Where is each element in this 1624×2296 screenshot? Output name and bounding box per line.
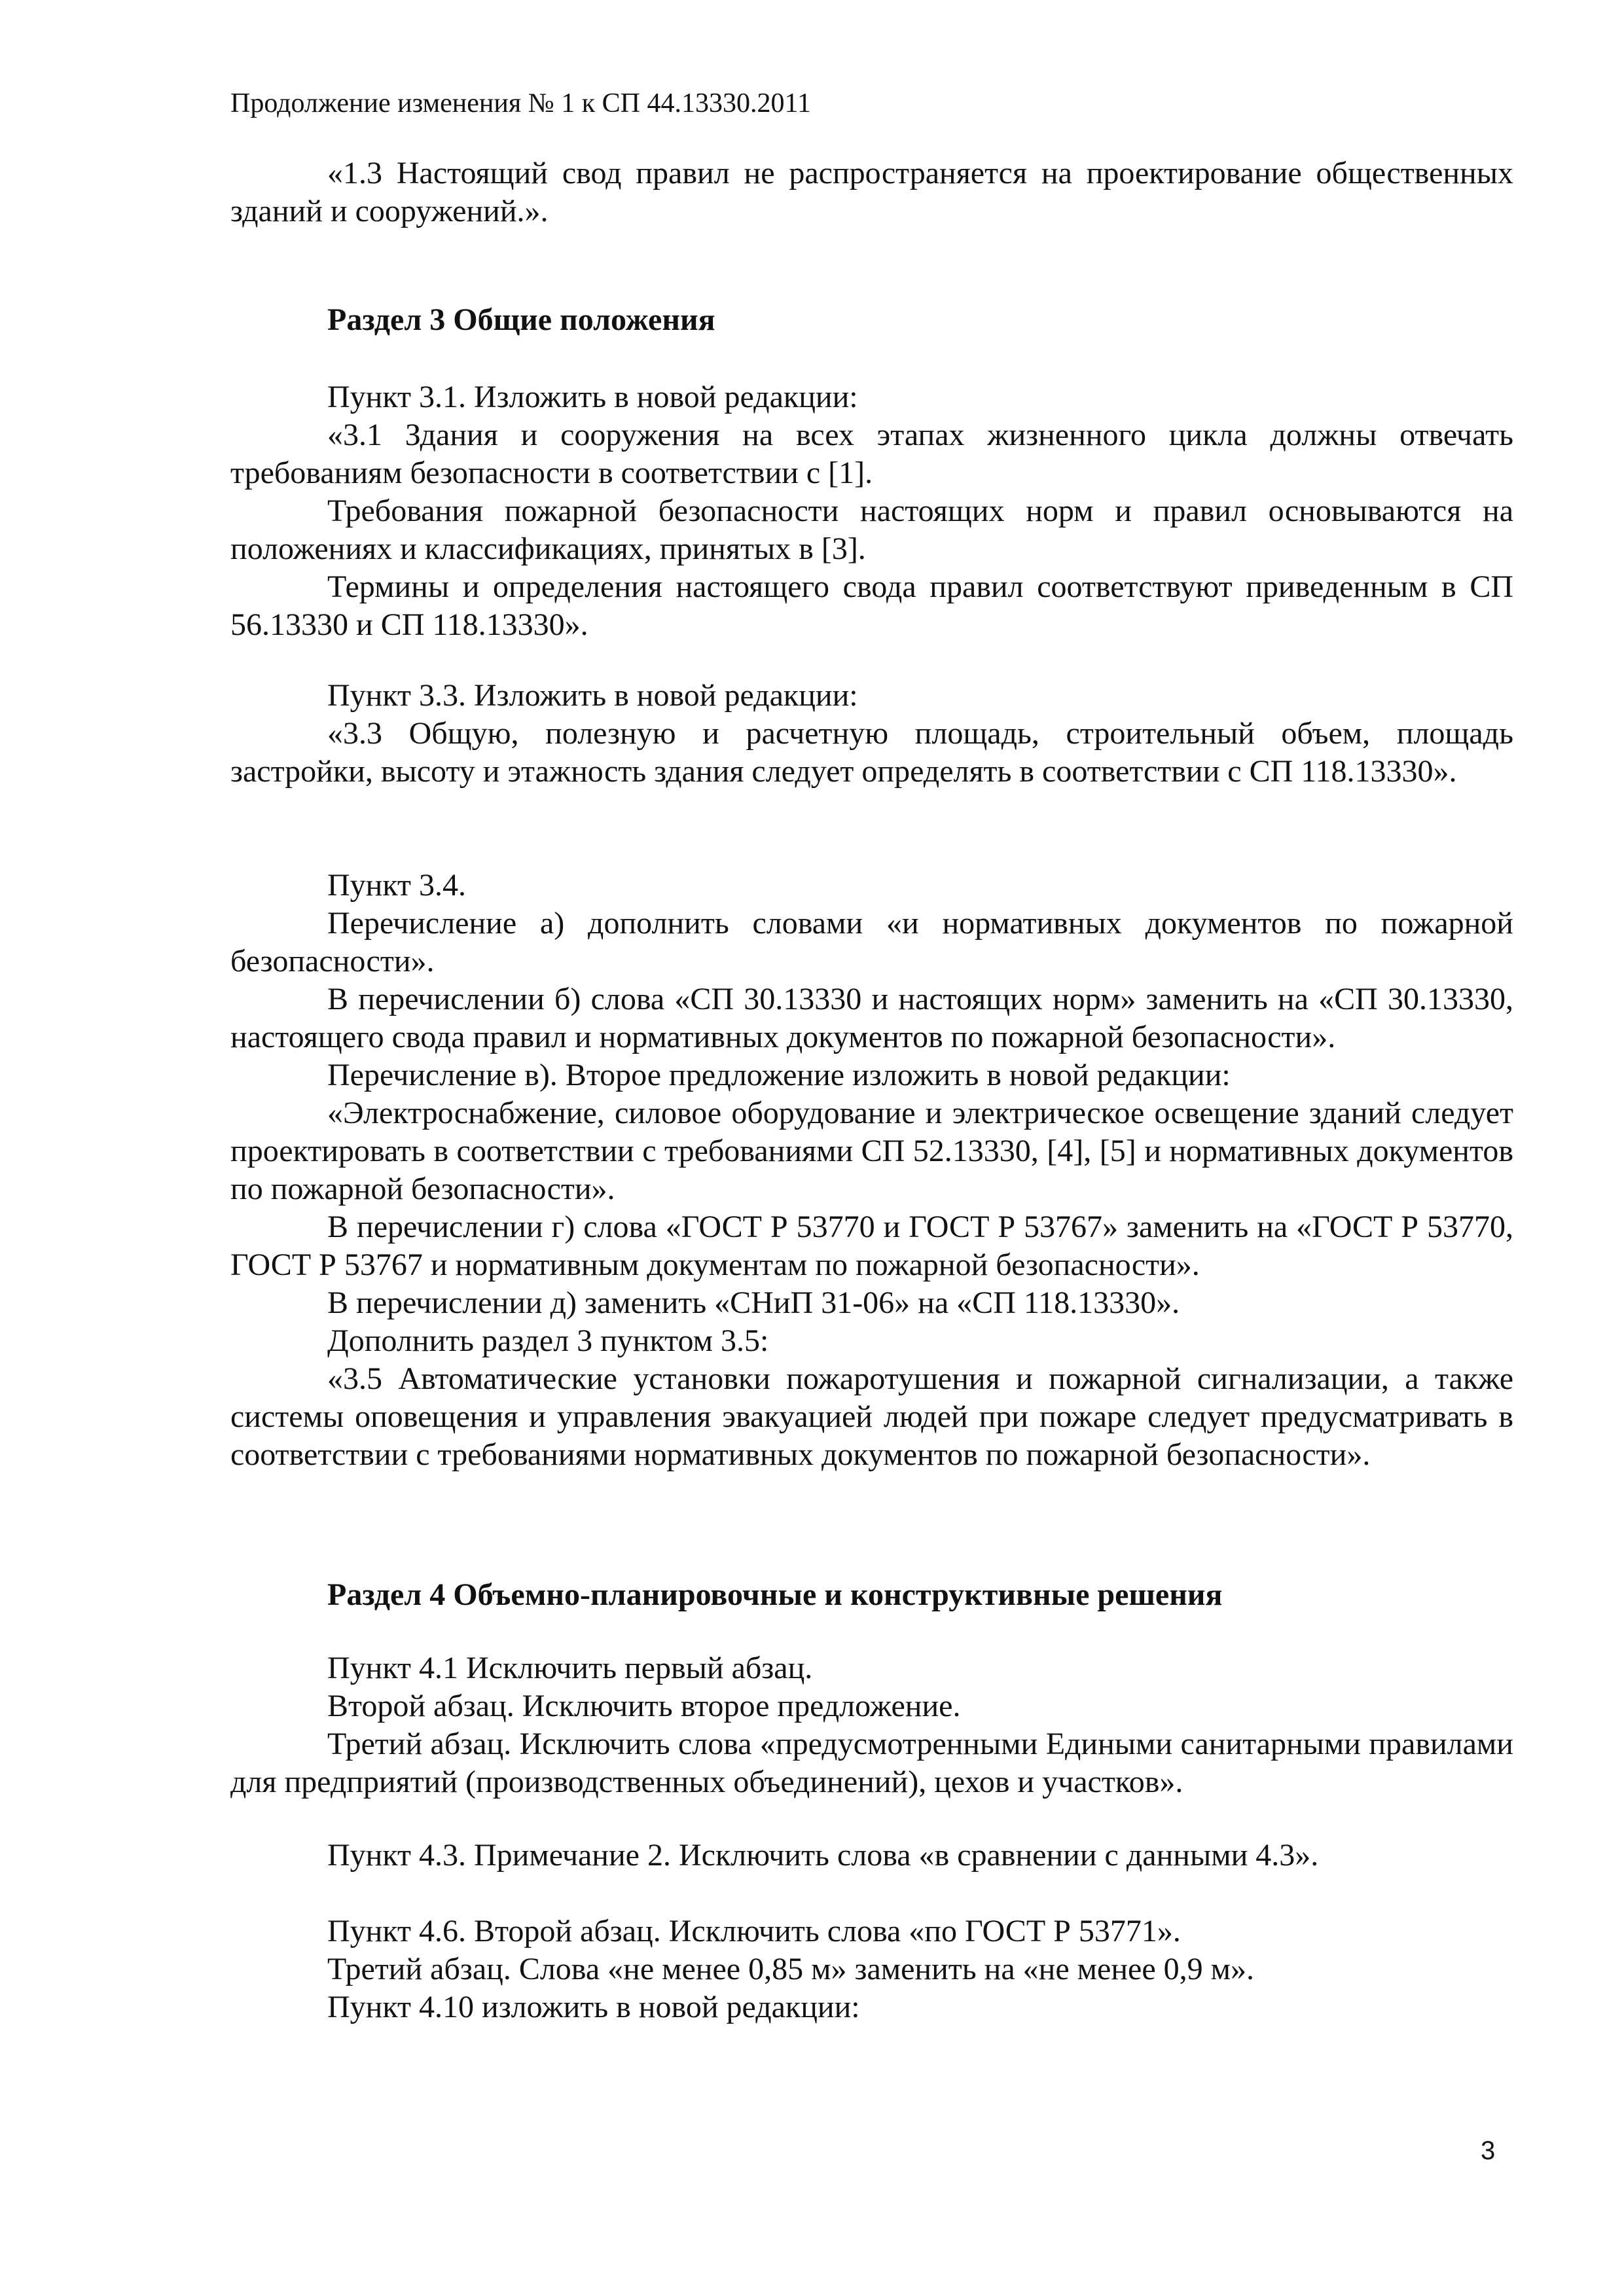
item-3-1-label: Пункт 3.1. Изложить в новой редакции: [327, 380, 858, 414]
section-4-heading: Раздел 4 Объемно-планировочные и конструктивные решения [327, 1577, 1223, 1612]
item-3-1-paragraph: Термины и определения настоящего свода правил соответствуют приведенным в СП 56.13330 и СП 118.13330». [230, 569, 1513, 642]
item-4-1-paragraph: Второй абзац. Исключить второе предложение. [327, 1689, 961, 1723]
item-3-4-paragraph: В перечислении д) заменить «СНиП 31-06» на «СП 118.13330». [327, 1285, 1180, 1320]
item-3-4-paragraph: «3.5 Автоматические установки пожаротушения и пожарной сигнализации, а также системы оповещения и управления эвакуацией людей при пожаре следует предусматривать в соответствии с требованиями нормативных документов по пожарной безопасности». [230, 1361, 1513, 1472]
item-3-1-paragraph: Требования пожарной безопасности настоящих норм и правил основываются на положениях и классификациях, принятых в [3]. [230, 493, 1513, 566]
item-3-4-paragraph: В перечислении г) слова «ГОСТ Р 53770 и ГОСТ Р 53767» заменить на «ГОСТ Р 53770, ГОСТ Р 53767 и нормативным документам по пожарной безопасности». [230, 1210, 1513, 1282]
item-3-1-paragraph: «3.1 Здания и сооружения на всех этапах жизненного цикла должны отвечать требованиям безопасности в соответствии с [1]. [230, 418, 1513, 490]
item-3-4-paragraph: Дополнить раздел 3 пунктом 3.5: [327, 1323, 769, 1358]
item-4-3-paragraph: Пункт 4.3. Примечание 2. Исключить слова «в сравнении с данными 4.3». [327, 1838, 1319, 1873]
item-3-3-label: Пункт 3.3. Изложить в новой редакции: [327, 678, 858, 713]
item-3-4-paragraph: Перечисление в). Второе предложение изложить в новой редакции: [327, 1058, 1231, 1092]
item-3-4-label: Пункт 3.4. [327, 868, 467, 903]
item-3-4-paragraph: В перечислении б) слова «СП 30.13330 и настоящих норм» заменить на «СП 30.13330, настоящего свода правил и нормативных документов по пожарной безопасности». [230, 982, 1513, 1054]
paragraph-1-3: «1.3 Настоящий свод правил не распространяется на проектирование общественных зданий и сооружений.». [230, 156, 1513, 228]
item-3-3-paragraph: «3.3 Общую, полезную и расчетную площадь, строительный объем, площадь застройки, высоту и этажность здания следует определять в соответствии с СП 118.13330». [230, 716, 1513, 789]
item-3-4-paragraph: «Электроснабжение, силовое оборудование и электрическое освещение зданий следует проектировать в соответствии с требованиями СП 52.13330, [4], [5] и нормативных документов по пожарной безопасности». [230, 1096, 1513, 1206]
intro-block [230, 154, 1513, 230]
page-number: 3 [1481, 2136, 1496, 2165]
item-3-1-block [230, 378, 1513, 644]
item-3-4-block [230, 867, 1513, 1474]
item-4-6-paragraph: Третий абзац. Слова «не менее 0,85 м» заменить на «не менее 0,9 м». [327, 1952, 1254, 1986]
running-header: Продолжение изменения № 1 к СП 44.13330.2011 [230, 88, 811, 118]
item-4-6-block [230, 1912, 1513, 2026]
item-3-3-block [230, 677, 1513, 791]
item-4-1-paragraph: Третий абзац. Исключить слова «предусмотренными Едиными санитарными правилами для предприятий (производственных объединений), цехов и участков». [230, 1727, 1513, 1799]
section-3-heading: Раздел 3 Общие положения [327, 302, 715, 337]
item-4-10-label: Пункт 4.10 изложить в новой редакции: [327, 1990, 860, 2024]
item-4-1-block [230, 1649, 1513, 1801]
item-4-1-paragraph: Пункт 4.1 Исключить первый абзац. [327, 1651, 813, 1685]
item-4-3-block [230, 1837, 1513, 1874]
item-4-6-paragraph: Пункт 4.6. Второй абзац. Исключить слова «по ГОСТ Р 53771». [327, 1914, 1181, 1948]
item-3-4-paragraph: Перечисление а) дополнить словами «и нормативных документов по пожарной безопасности». [230, 906, 1513, 978]
